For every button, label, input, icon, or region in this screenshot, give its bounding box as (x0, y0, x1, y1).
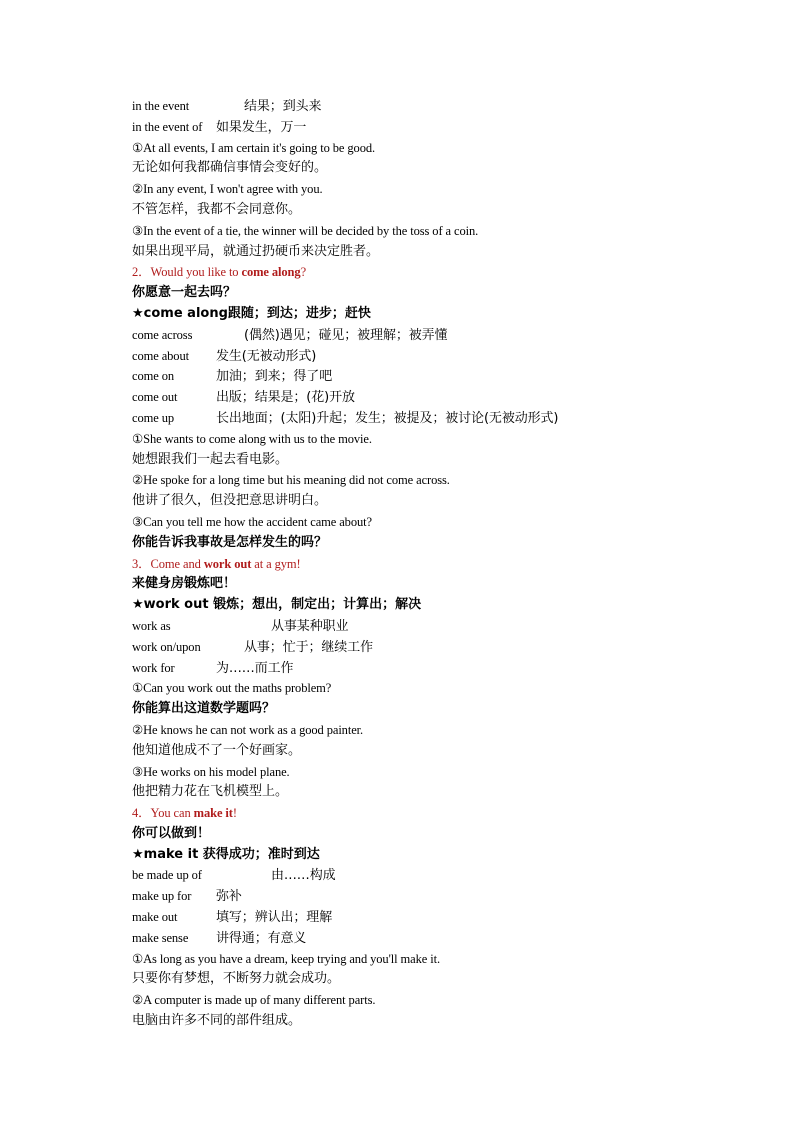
phrase-meaning: 如果发生，万一 (216, 119, 307, 135)
phrase-term: work for (132, 660, 175, 675)
heading-tail: at a gym! (251, 556, 301, 571)
phrase-meaning: 弥补 (216, 889, 242, 905)
translation-line: 他把精力花在飞机模型上。 (132, 784, 289, 800)
phrase-term: work as (132, 618, 171, 633)
example-sentence: ①As long as you have a dream, keep trying and you'll make it. (132, 951, 440, 966)
phrase-meaning: 从事某种职业 (271, 618, 349, 634)
heading-tail: ! (232, 806, 237, 821)
heading-key-phrase: come along (241, 265, 301, 280)
phrase-meaning: 结果；到头来 (244, 99, 322, 114)
translation-line: 如果出现平局，就通过扔硬币来决定胜者。 (132, 243, 380, 259)
phrase-meaning: 加油；到来；得了吧 (216, 369, 333, 385)
phrase-term: come across (132, 327, 193, 342)
phrase-row (132, 346, 752, 367)
heading-key-phrase: work out (203, 556, 252, 571)
phrase-term: come about (132, 348, 189, 363)
phrase-row (132, 658, 752, 679)
example-sentence: ②A computer is made up of many different parts. (132, 993, 376, 1008)
phrase-row (132, 616, 752, 637)
phrase-row (132, 366, 752, 387)
document-body (132, 96, 752, 1032)
translation-line: 你能告诉我事故是怎样发生的吗？ (132, 534, 328, 550)
phrase-term: in the event (132, 99, 190, 113)
phrase-row (132, 408, 752, 429)
translation-line: 电脑由许多不同的部件组成。 (132, 1013, 302, 1029)
translation-line: 你愿意一起去吗？ (132, 285, 237, 301)
phrase-row (132, 117, 752, 138)
key-phrase-definition: ★come along跟随；到达；进步；赶快 (132, 305, 371, 321)
phrase-meaning: (偶然)遇见；碰见；被理解；被弄懂 (244, 327, 448, 343)
section-heading (132, 554, 752, 575)
section-heading (132, 262, 752, 283)
translation-line: 你可以做到！ (132, 825, 211, 841)
example-sentence: ②He knows he can not work as a good painter. (132, 722, 364, 737)
example-sentence: ①At all events, I am certain it's going to be good. (132, 140, 376, 155)
phrase-row (132, 387, 752, 408)
phrase-meaning: 发生(无被动形式) (216, 348, 317, 364)
phrase-term: come out (132, 390, 178, 405)
heading-text: 2．Would you like to (132, 265, 242, 280)
phrase-meaning: 讲得通；有意义 (216, 930, 307, 946)
phrase-term: make sense (132, 930, 189, 945)
translation-line: 你能算出这道数学题吗？ (132, 701, 276, 717)
example-sentence: ③In the event of a tie, the winner will be decided by the toss of a coin. (132, 223, 479, 238)
phrase-meaning: 从事；忙于；继续工作 (244, 639, 374, 655)
phrase-meaning: 由……构成 (271, 868, 336, 884)
phrase-row (132, 96, 752, 117)
phrase-row (132, 928, 752, 949)
phrase-row (132, 865, 752, 886)
phrase-term: make out (132, 910, 178, 925)
phrase-meaning: 长出地面；(太阳)升起；发生；被提及；被讨论(无被动形式) (216, 410, 559, 426)
phrase-meaning: 出版；结果是；(花)开放 (216, 390, 355, 406)
key-phrase-definition: ★work out 锻炼；想出，制定出；计算出；解决 (132, 597, 422, 613)
heading-text: 4．You can (132, 806, 194, 821)
phrase-row (132, 325, 752, 346)
phrase-term: come up (132, 410, 174, 425)
key-phrase-definition: ★make it 获得成功；准时到达 (132, 846, 320, 862)
phrase-term: be made up of (132, 868, 202, 883)
example-sentence: ②He spoke for a long time but his meaning did not come across. (132, 473, 450, 488)
translation-line: 来健身房锻炼吧！ (132, 576, 237, 592)
phrase-term: in the event of (132, 119, 203, 134)
translation-line: 他讲了很久，但没把意思讲明白。 (132, 493, 328, 509)
phrase-row (132, 637, 752, 658)
phrase-row (132, 886, 752, 907)
example-sentence: ③He works on his model plane. (132, 764, 290, 779)
example-sentence: ②In any event, I won't agree with you. (132, 182, 323, 197)
heading-tail: ? (300, 265, 307, 280)
heading-text: 3．Come and (132, 556, 204, 571)
translation-line: 无论如何我都确信事情会变好的。 (132, 160, 328, 176)
example-sentence: ①She wants to come along with us to the movie. (132, 431, 372, 446)
heading-key-phrase: make it (193, 806, 233, 821)
translation-line: 不管怎样，我都不会同意你。 (132, 201, 302, 217)
translation-line: 她想跟我们一起去看电影。 (132, 451, 289, 467)
phrase-row (132, 907, 752, 928)
phrase-meaning: 填写；辨认出；理解 (216, 910, 333, 926)
phrase-meaning: 为……而工作 (216, 660, 294, 676)
phrase-term: come on (132, 369, 174, 384)
example-sentence: ①Can you work out the maths problem? (132, 681, 332, 696)
translation-line: 他知道他成不了一个好画家。 (132, 742, 302, 758)
example-sentence: ③Can you tell me how the accident came about? (132, 514, 372, 529)
translation-line: 只要你有梦想，不断努力就会成功。 (132, 971, 341, 987)
phrase-term: work on/upon (132, 639, 201, 654)
section-heading (132, 803, 752, 824)
phrase-term: make up for (132, 889, 192, 904)
